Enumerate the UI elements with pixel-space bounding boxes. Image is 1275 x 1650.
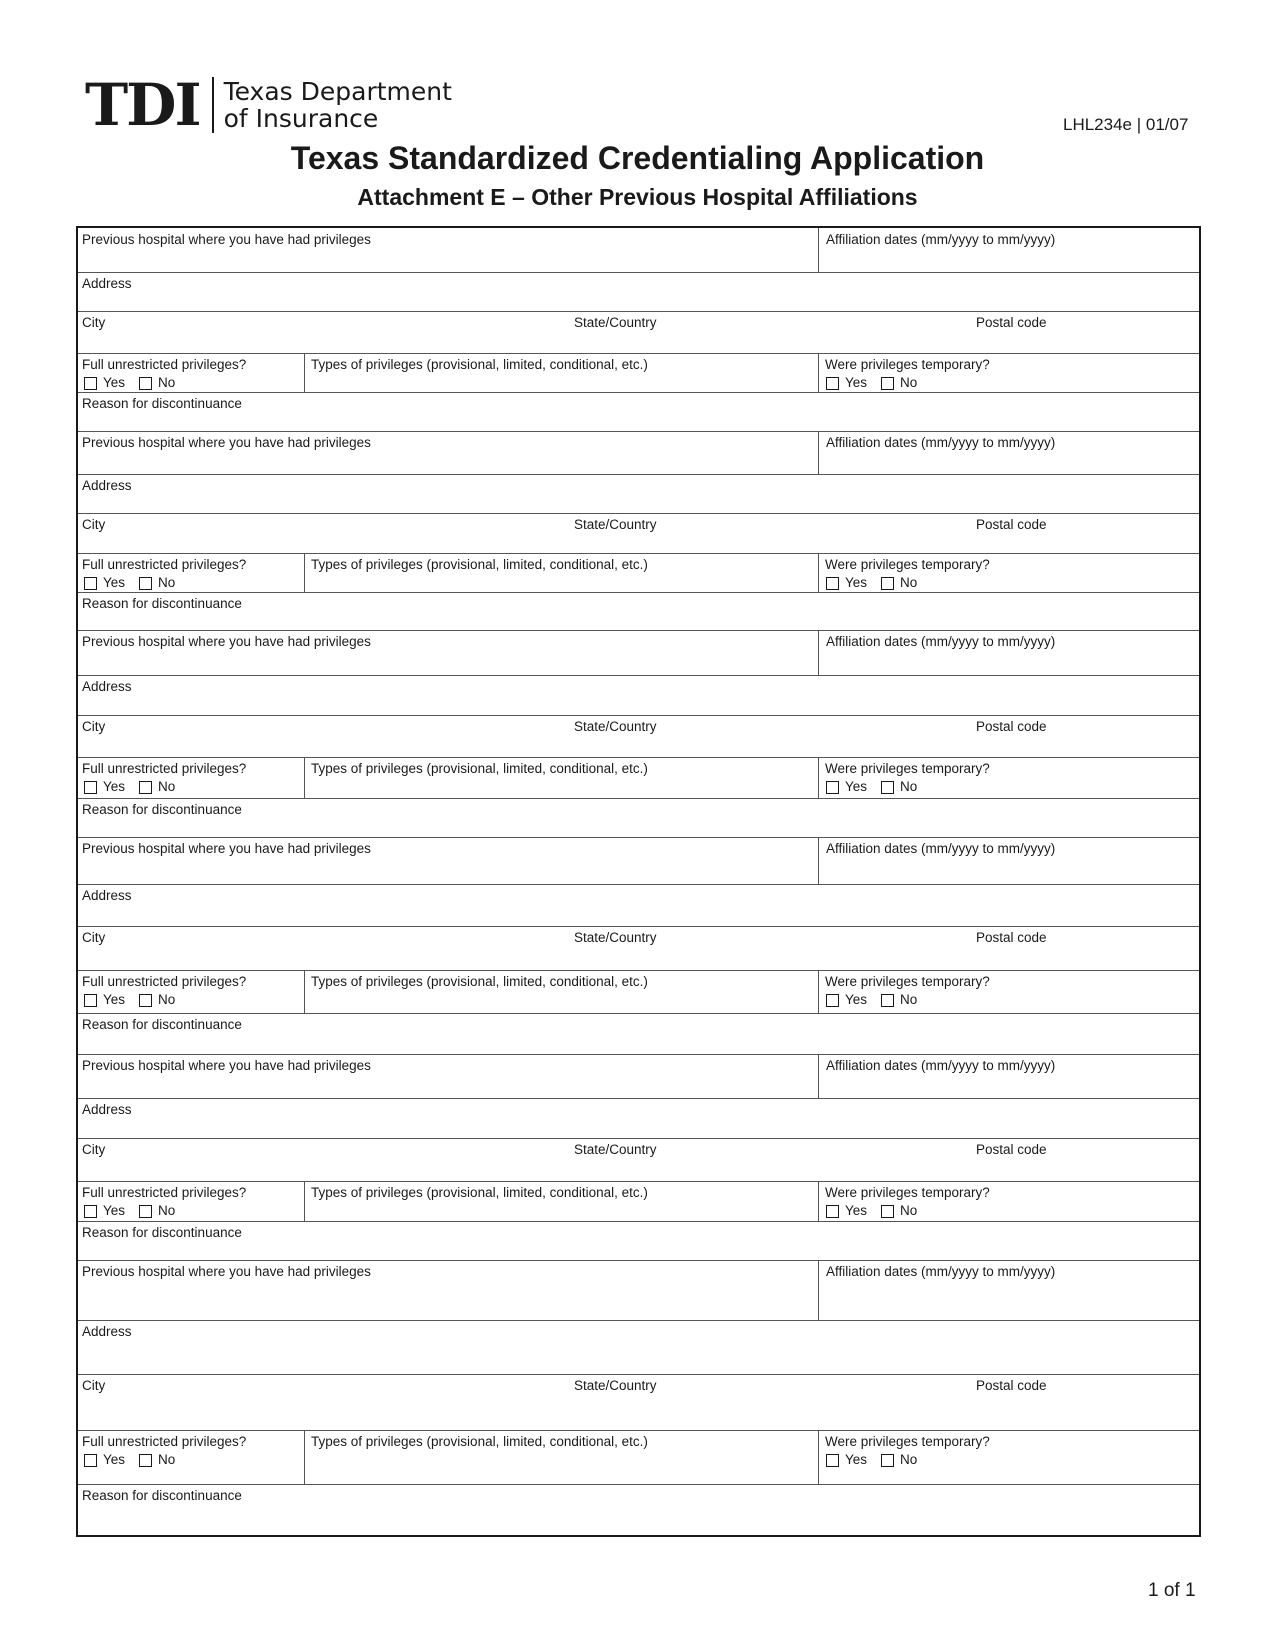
no-label: No: [158, 575, 176, 590]
no-checkbox[interactable]: [881, 1205, 894, 1218]
row-line-reason-1: [78, 392, 1199, 393]
yes-checkbox[interactable]: [826, 1454, 839, 1467]
row-line-address-5: [78, 1098, 1199, 1099]
full-unrestricted-label: Full unrestricted privileges?: [82, 557, 247, 572]
previous-hospital-label: Previous hospital where you have had privileges: [82, 232, 371, 247]
no-checkbox[interactable]: [881, 1454, 894, 1467]
yes-checkbox[interactable]: [84, 377, 97, 390]
col-divider-dates-4: [818, 837, 819, 884]
form-code: LHL234e | 01/07: [1063, 115, 1189, 134]
col-divider-types-1: [304, 353, 305, 392]
block-separator-4: [78, 837, 1199, 838]
yes-label: Yes: [845, 779, 868, 794]
no-checkbox[interactable]: [139, 577, 152, 590]
temporary-privileges-checkboxes: [826, 375, 931, 391]
col-divider-types-4: [304, 970, 305, 1013]
temporary-privileges-label: Were privileges temporary?: [825, 761, 990, 776]
row-line-reason-5: [78, 1221, 1199, 1222]
temporary-privileges-checkboxes: [826, 1203, 931, 1219]
privilege-types-label: Types of privileges (provisional, limited, conditional, etc.): [311, 974, 648, 989]
yes-label: Yes: [845, 1203, 868, 1218]
privilege-types-label: Types of privileges (provisional, limited, conditional, etc.): [311, 1434, 648, 1449]
no-label: No: [900, 1452, 918, 1467]
yes-checkbox[interactable]: [826, 377, 839, 390]
row-line-privileges-6: [78, 1430, 1199, 1431]
full-unrestricted-label: Full unrestricted privileges?: [82, 1185, 247, 1200]
yes-checkbox[interactable]: [84, 1205, 97, 1218]
row-line-city-1: [78, 311, 1199, 312]
city-label: City: [82, 517, 106, 532]
yes-label: Yes: [103, 779, 126, 794]
row-line-address-3: [78, 675, 1199, 676]
no-checkbox[interactable]: [881, 377, 894, 390]
yes-label: Yes: [103, 1203, 126, 1218]
logo-divider: [212, 77, 214, 133]
no-checkbox[interactable]: [139, 1454, 152, 1467]
no-checkbox[interactable]: [139, 1205, 152, 1218]
yes-checkbox[interactable]: [826, 1205, 839, 1218]
page-title: Texas Standardized Credentialing Application: [290, 140, 985, 176]
col-divider-types-6: [304, 1430, 305, 1484]
yes-label: Yes: [845, 575, 868, 590]
row-line-address-6: [78, 1320, 1199, 1321]
col-divider-temporary-5: [818, 1181, 819, 1221]
affiliation-dates-label: Affiliation dates (mm/yyyy to mm/yyyy): [826, 1058, 1056, 1073]
state-country-label: State/Country: [574, 930, 657, 945]
col-divider-temporary-2: [818, 553, 819, 592]
yes-checkbox[interactable]: [826, 781, 839, 794]
row-line-city-6: [78, 1374, 1199, 1375]
full-unrestricted-checkboxes: [84, 375, 189, 391]
temporary-privileges-checkboxes: [826, 1452, 931, 1468]
full-unrestricted-checkboxes: [84, 1203, 189, 1219]
privilege-types-label: Types of privileges (provisional, limited, conditional, etc.): [311, 357, 648, 372]
no-label: No: [900, 375, 918, 390]
page-subtitle: Attachment E – Other Previous Hospital Affiliations: [357, 184, 918, 210]
full-unrestricted-label: Full unrestricted privileges?: [82, 357, 247, 372]
yes-label: Yes: [103, 992, 126, 1007]
col-divider-temporary-1: [818, 353, 819, 392]
city-label: City: [82, 315, 106, 330]
previous-hospital-label: Previous hospital where you have had privileges: [82, 1264, 371, 1279]
address-label: Address: [82, 276, 132, 291]
yes-checkbox[interactable]: [826, 577, 839, 590]
state-country-label: State/Country: [574, 1378, 657, 1393]
temporary-privileges-label: Were privileges temporary?: [825, 974, 990, 989]
row-line-reason-2: [78, 592, 1199, 593]
address-label: Address: [82, 1102, 132, 1117]
privilege-types-label: Types of privileges (provisional, limited, conditional, etc.): [311, 557, 648, 572]
row-line-privileges-3: [78, 757, 1199, 758]
col-divider-dates-2: [818, 431, 819, 474]
reason-discontinuance-label: Reason for discontinuance: [82, 396, 242, 411]
postal-code-label: Postal code: [976, 719, 1047, 734]
row-line-reason-4: [78, 1013, 1199, 1014]
no-label: No: [900, 1203, 918, 1218]
no-label: No: [158, 375, 176, 390]
reason-discontinuance-label: Reason for discontinuance: [82, 802, 242, 817]
yes-checkbox[interactable]: [84, 994, 97, 1007]
reason-discontinuance-label: Reason for discontinuance: [82, 1488, 242, 1503]
temporary-privileges-checkboxes: [826, 992, 931, 1008]
col-divider-dates-6: [818, 1260, 819, 1320]
previous-hospital-label: Previous hospital where you have had privileges: [82, 634, 371, 649]
privilege-types-label: Types of privileges (provisional, limited, conditional, etc.): [311, 1185, 648, 1200]
col-divider-temporary-4: [818, 970, 819, 1013]
row-line-reason-3: [78, 798, 1199, 799]
row-line-privileges-4: [78, 970, 1199, 971]
row-line-city-2: [78, 513, 1199, 514]
col-divider-temporary-3: [818, 757, 819, 798]
privilege-types-label: Types of privileges (provisional, limited, conditional, etc.): [311, 761, 648, 776]
row-line-city-4: [78, 926, 1199, 927]
affiliation-dates-label: Affiliation dates (mm/yyyy to mm/yyyy): [826, 435, 1056, 450]
address-label: Address: [82, 1324, 132, 1339]
no-label: No: [900, 575, 918, 590]
row-line-reason-6: [78, 1484, 1199, 1485]
temporary-privileges-checkboxes: [826, 575, 931, 591]
yes-checkbox[interactable]: [826, 994, 839, 1007]
row-line-address-1: [78, 272, 1199, 273]
previous-hospital-label: Previous hospital where you have had privileges: [82, 1058, 371, 1073]
page-indicator: 1 of 1: [1148, 1580, 1196, 1601]
no-checkbox[interactable]: [139, 994, 152, 1007]
affiliations-form: [76, 226, 1201, 1537]
col-divider-temporary-6: [818, 1430, 819, 1484]
row-line-address-2: [78, 474, 1199, 475]
col-divider-types-3: [304, 757, 305, 798]
logo-line-1: Texas Department: [223, 77, 452, 106]
row-line-privileges-5: [78, 1181, 1199, 1182]
reason-discontinuance-label: Reason for discontinuance: [82, 1017, 242, 1032]
state-country-label: State/Country: [574, 719, 657, 734]
postal-code-label: Postal code: [976, 930, 1047, 945]
affiliation-dates-label: Affiliation dates (mm/yyyy to mm/yyyy): [826, 841, 1056, 856]
logo-mark: TDI: [85, 71, 200, 139]
temporary-privileges-label: Were privileges temporary?: [825, 1185, 990, 1200]
address-label: Address: [82, 888, 132, 903]
previous-hospital-label: Previous hospital where you have had privileges: [82, 435, 371, 450]
tdi-logo: [85, 71, 452, 139]
row-line-city-5: [78, 1138, 1199, 1139]
postal-code-label: Postal code: [976, 1378, 1047, 1393]
full-unrestricted-label: Full unrestricted privileges?: [82, 761, 247, 776]
temporary-privileges-label: Were privileges temporary?: [825, 357, 990, 372]
address-label: Address: [82, 478, 132, 493]
state-country-label: State/Country: [574, 315, 657, 330]
city-label: City: [82, 1378, 106, 1393]
yes-label: Yes: [845, 992, 868, 1007]
full-unrestricted-checkboxes: [84, 1452, 189, 1468]
logo-text: [224, 78, 452, 132]
no-label: No: [158, 992, 176, 1007]
block-separator-5: [78, 1054, 1199, 1055]
block-separator-3: [78, 630, 1199, 631]
city-label: City: [82, 719, 106, 734]
yes-checkbox[interactable]: [84, 1454, 97, 1467]
no-checkbox[interactable]: [881, 994, 894, 1007]
full-unrestricted-label: Full unrestricted privileges?: [82, 1434, 247, 1449]
temporary-privileges-checkboxes: [826, 779, 931, 795]
logo-line-2: of Insurance: [223, 104, 379, 133]
reason-discontinuance-label: Reason for discontinuance: [82, 1225, 242, 1240]
col-divider-types-5: [304, 1181, 305, 1221]
city-label: City: [82, 1142, 106, 1157]
city-label: City: [82, 930, 106, 945]
full-unrestricted-label: Full unrestricted privileges?: [82, 974, 247, 989]
previous-hospital-label: Previous hospital where you have had privileges: [82, 841, 371, 856]
full-unrestricted-checkboxes: [84, 992, 189, 1008]
full-unrestricted-checkboxes: [84, 575, 189, 591]
temporary-privileges-label: Were privileges temporary?: [825, 1434, 990, 1449]
no-label: No: [158, 1452, 176, 1467]
postal-code-label: Postal code: [976, 1142, 1047, 1157]
affiliation-dates-label: Affiliation dates (mm/yyyy to mm/yyyy): [826, 634, 1056, 649]
address-label: Address: [82, 679, 132, 694]
no-label: No: [158, 779, 176, 794]
postal-code-label: Postal code: [976, 315, 1047, 330]
yes-checkbox[interactable]: [84, 781, 97, 794]
no-label: No: [900, 992, 918, 1007]
no-label: No: [900, 779, 918, 794]
col-divider-dates-5: [818, 1054, 819, 1098]
state-country-label: State/Country: [574, 517, 657, 532]
yes-label: Yes: [103, 375, 126, 390]
row-line-address-4: [78, 884, 1199, 885]
yes-label: Yes: [103, 575, 126, 590]
col-divider-types-2: [304, 553, 305, 592]
affiliation-dates-label: Affiliation dates (mm/yyyy to mm/yyyy): [826, 1264, 1056, 1279]
no-checkbox[interactable]: [881, 577, 894, 590]
col-divider-dates-3: [818, 630, 819, 675]
state-country-label: State/Country: [574, 1142, 657, 1157]
row-line-city-3: [78, 715, 1199, 716]
postal-code-label: Postal code: [976, 517, 1047, 532]
yes-label: Yes: [845, 1452, 868, 1467]
col-divider-dates-1: [818, 228, 819, 272]
yes-label: Yes: [845, 375, 868, 390]
row-line-privileges-2: [78, 553, 1199, 554]
yes-label: Yes: [103, 1452, 126, 1467]
no-checkbox[interactable]: [881, 781, 894, 794]
row-line-privileges-1: [78, 353, 1199, 354]
no-checkbox[interactable]: [139, 377, 152, 390]
block-separator-2: [78, 431, 1199, 432]
no-checkbox[interactable]: [139, 781, 152, 794]
yes-checkbox[interactable]: [84, 577, 97, 590]
reason-discontinuance-label: Reason for discontinuance: [82, 596, 242, 611]
no-label: No: [158, 1203, 176, 1218]
block-separator-6: [78, 1260, 1199, 1261]
full-unrestricted-checkboxes: [84, 779, 189, 795]
temporary-privileges-label: Were privileges temporary?: [825, 557, 990, 572]
affiliation-dates-label: Affiliation dates (mm/yyyy to mm/yyyy): [826, 232, 1056, 247]
